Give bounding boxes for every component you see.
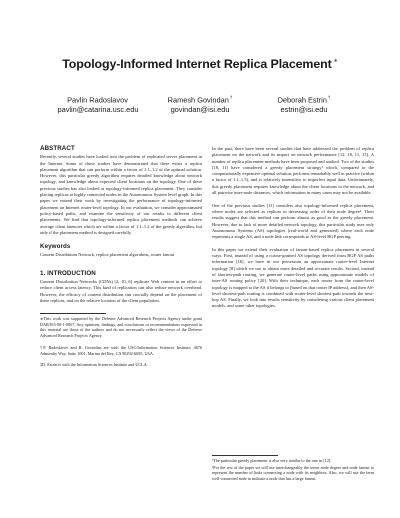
author-name: Pavlin Radoslavov [67, 95, 128, 105]
title-footnote-mark: ∗ [333, 57, 338, 64]
keywords-heading: Keywords [40, 243, 71, 251]
author-name: Ramesh Govindan [167, 95, 229, 105]
abstract-heading: ABSTRACT [40, 145, 75, 152]
footnote-affiliation-usc: †P. Radoslavov and R. Govindan are with the USC/Information Sciences Institute, 4676 Admiralty Way, Suite 1001, Marina del Rey, CA 90292-6695, USA. [40, 344, 202, 356]
footnote-affiliation-ucla: ‡D. Estrin is with the Information Sciences Institute and UCLA. [40, 362, 148, 368]
author-name: Deborah Estrin [277, 95, 327, 105]
body-paragraph: In this paper we extend their evaluation of fanout-based replica placement in several ways. First, instead of using a coarse-grained AS topology derived from BGP AS paths information [16], we have in our possession an approximate router-level Internet topology [8] which we use to obtain more detailed and accurate results. Second, instead of shortest-path routing, we generate router-level paths using approximate models of inter-AS routing policy [20]. With their technique, each router from the router-level topology is mapped to the AS it belongs to (based on that router IP address), and then AS-level shortest-path routing is combined with router-level shortest-path towards the next-hop AS. Finally, we look into results sensitivity by considering various client placement models, and some other topologies. [212, 246, 374, 309]
abstract-text: Recently, several studies have looked into the problem of replicated server placement in the Internet. Some of those studies have demonstrated that there exists a replica placement algorithm that can perform within a factor of 1.1–1.2 of the optimal solution. However, this particular greedy algorithm requires detailed knowledge about network topology, and knowledge about expected client locations on the topology. One of these previous studies has also looked at topology-informed replica placement. They consider placing replicas at highly connected nodes in the Autonomous System level graph. In this paper we extend their work by investigating the performance of topology-informed placement on Internet router-level topology. In our evaluation, we consider approximated policy-based paths, and examine the sensitivity of our results to different client placements. We find that topology-informed replica placement methods can achieve average client latencies which are within a factor of 1.1–1.2 of the greedy algorithm, but only if the placement method is designed carefully. [40, 154, 202, 235]
body-paragraph: One of the previous studies [11] considers also topology-informed replica placement, where nodes are selected as replicas in decreasing order of their node degree². Their results suggest that this method can perform almost as good as the greedy placement. However, due to lack of more detailed network topology, this particular study uses only Autonomous Systems (AS) topologies (real-world and generated) where each node represents a single AS, and a node link corresponds to AS-level BGP peering. [212, 202, 374, 240]
introduction-heading: 1. INTRODUCTION [40, 269, 96, 277]
author-email: estrin@isi.edu [280, 105, 328, 115]
footnote-fanout: ²For the rest of the paper we will use interchangeably the terms node degree and node fanout to represent the number of links connecting a node with its neighbors. Also, we will use the term well-connected node to indicate a node that has a large fanout. [212, 464, 374, 481]
keywords-text: Content Distribution Network, replica placement algorithms, router fanout [40, 252, 175, 258]
paper-title: Topology-Informed Internet Replica Placement ∗ [62, 57, 338, 71]
body-paragraph: In the past, there have been several studies that have addressed the problem of replica placement on the network and its impact on network performance [12, 18, 11, 13]. A number of replica placement methods have been proposed and studied. Two of the studies [18, 11] have considered a greedy placement strategy¹ which, compared to the computationally expensive optimal solution, performs remarkably well in practice (within a factor of 1.1–1.5), and is relatively insensitive to imperfect input data. Unfortunately, this greedy placement requires knowledge about the client locations in the network, and all pairwise inter-node distances, which information in many cases may not be available. [212, 146, 374, 196]
author-1 [48, 93, 148, 115]
footnote-funding: ∗This work was supported by the Defense Advanced Research Projects Agency under grant DABT63-98-1-0067. Any opinions, findings, and conclusions or recommendations expressed in this material are those of the authors and do not necessarily reflect the views of the Defense Advanced Research Projects Agency. [40, 316, 202, 339]
author-3: Deborah Estrin† estrin@isi.edu [254, 93, 354, 115]
author-email: govindan@isi.edu [170, 105, 230, 115]
right-footnotes [212, 455, 374, 482]
footnote-rule [212, 455, 278, 456]
author-2: Ramesh Govindan† govindan@isi.edu [150, 93, 250, 115]
right-column [212, 146, 374, 316]
footnote-rule [40, 313, 106, 314]
left-column [40, 146, 202, 374]
footnote-greedy: ¹The particular greedy placement is also very similar to the one in [12]. [212, 458, 332, 463]
author-email: pavlin@catarina.usc.edu [57, 105, 139, 115]
introduction-text: Content Distribution Networks (CDNs) [2, 10, 6] replicate Web content in an effort to reduce client access latency. This kind of replication can also reduce network overhead. However, the efficacy of content distribution can crucially depend on the placement of these replicas, and on the relative location of the client population. [40, 279, 202, 303]
